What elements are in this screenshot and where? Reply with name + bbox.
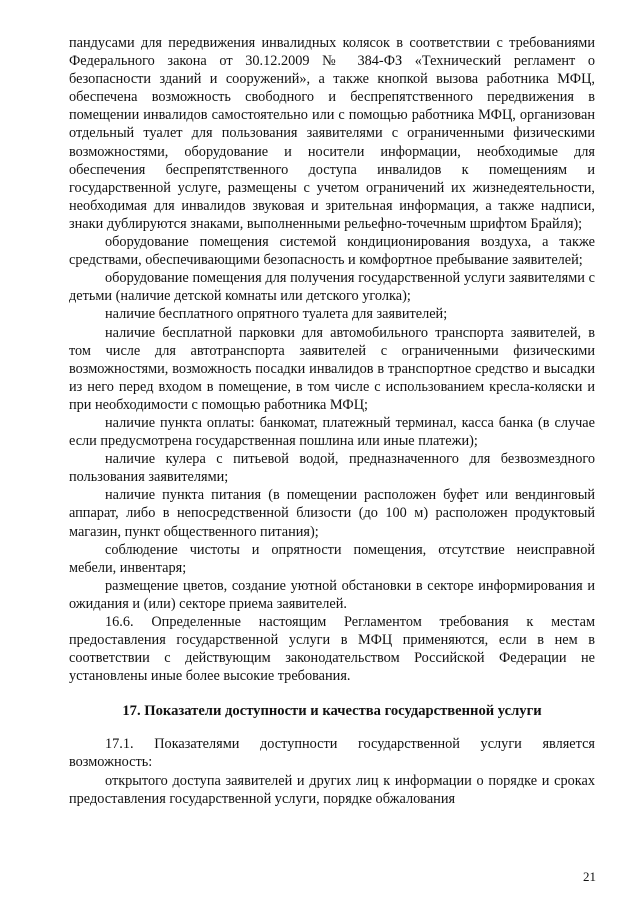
paragraph: размещение цветов, создание уютной обстановки в секторе информирования и ожидания и (или) секторе приема заявителей. xyxy=(69,577,595,612)
section-16-6-paragraph: 16.6. Определенные настоящим Регламентом требования к местам предоставления государственной услуги в МФЦ применяются, если в нем в соответствии с действующим законодательством Российской Федерации не установлены иные более высокие требования. xyxy=(69,614,595,685)
paragraph: оборудование помещения для получения государственной услуги заявителями с детьми (наличие детской комнаты или детского уголка); xyxy=(69,270,595,305)
document-page xyxy=(69,34,595,808)
paragraph: оборудование помещения системой кондиционирования воздуха, а также средствами, обеспечивающими безопасность и комфортное пребывание заявителей; xyxy=(69,234,595,269)
section-17-1-paragraph: 17.1. Показателями доступности государственной услуги является возможность: xyxy=(69,736,595,771)
section-heading: 17. Показатели доступности и качества государственной услуги xyxy=(122,703,542,720)
paragraph: наличие кулера с питьевой водой, предназначенного для безвозмездного пользования заявителями; xyxy=(69,451,595,486)
paragraph: соблюдение чистоты и опрятности помещения, отсутствие неисправной мебели, инвентаря; xyxy=(69,541,595,576)
paragraph: открытого доступа заявителей и других лиц к информации о порядке и сроках предоставления государственной услуги, порядке обжалования xyxy=(69,772,595,807)
paragraph: наличие пункта оплаты: банкомат, платежный терминал, касса банка (в случае если предусмотрена государственная пошлина или иные платежи); xyxy=(69,414,595,450)
paragraph: наличие бесплатной парковки для автомобильного транспорта заявителей, в том числе для автотранспорта заявителей с ограниченными физическими возможностями, возможность посадки инвалидов в транспортное средство и высадки из него перед входом в помещение, в том числе с использованием кресла-коляски и при необходимости с помощью работника МФЦ; xyxy=(69,324,595,413)
paragraph: наличие пункта питания (в помещении расположен буфет или вендинговый аппарат, либо в непосредственной близости (до 100 м) расположен продуктовый магазин, пункт общественного питания); xyxy=(69,487,595,540)
page-number: 21 xyxy=(583,869,596,884)
paragraph: наличие бесплатного опрятного туалета для заявителей; xyxy=(105,306,448,323)
paragraph: пандусами для передвижения инвалидных колясок в соответствии с требованиями Федерального закона от 30.12.2009 № 384-ФЗ «Технический регламент о безопасности зданий и сооружений», а также кнопкой вызова работника МФЦ, обеспечена возможность свободного и беспрепятственного передвижения в помещении инвалидов самостоятельно или с помощью работника МФЦ, организован отдельный туалет для пользования заявителями с ограниченными физическими возможностями, оборудование и носители информации, необходимые для обеспечения беспрепятственного доступа инвалидов к помещениям и государственной услуге, размещены с учетом ограничений их жизнедеятельности, необходимая для инвалидов звуковая и зрительная информация, а также надписи, знаки дублируются знаками, выполненными рельефно-точечным шрифтом Брайля); xyxy=(69,35,595,232)
